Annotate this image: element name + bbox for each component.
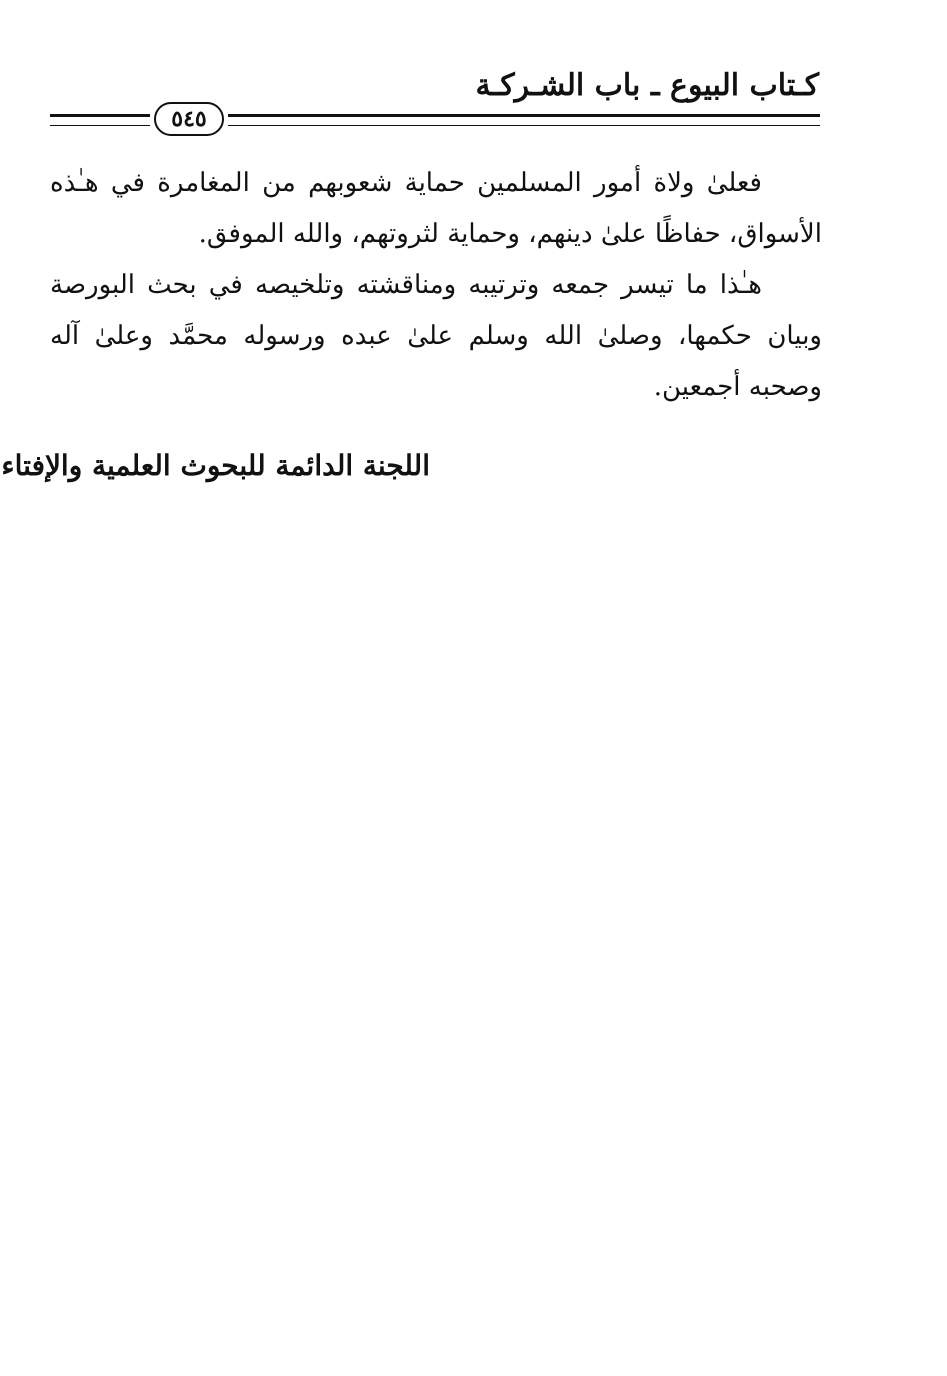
header-rule-left (50, 114, 150, 126)
header-rule (50, 100, 820, 140)
paragraph: فعلىٰ ولاة أمور المسلمين حماية شعوبهم من المغامرة في هـٰذه الأسواق، حفاظًا علىٰ دينهم، وحماية لثروتهم، والله الموفق. (50, 168, 822, 249)
signature-line: اللجنة الدائمة للبحوث العلمية والإفتاء (1, 449, 430, 482)
page-number: ٥٤٥ (154, 102, 224, 136)
header-rule-right (228, 114, 820, 126)
paragraph: هـٰذا ما تيسر جمعه وترتيبه ومناقشته وتلخيصه في بحث البورصة وبيان حكمها، وصلىٰ الله وسلم علىٰ عبده ورسوله محمَّد وعلىٰ آله وصحبه أجمعين. (50, 270, 822, 402)
body-text (50, 158, 822, 413)
running-title: كـتاب البيوع ـ باب الشـركـة (475, 68, 819, 103)
